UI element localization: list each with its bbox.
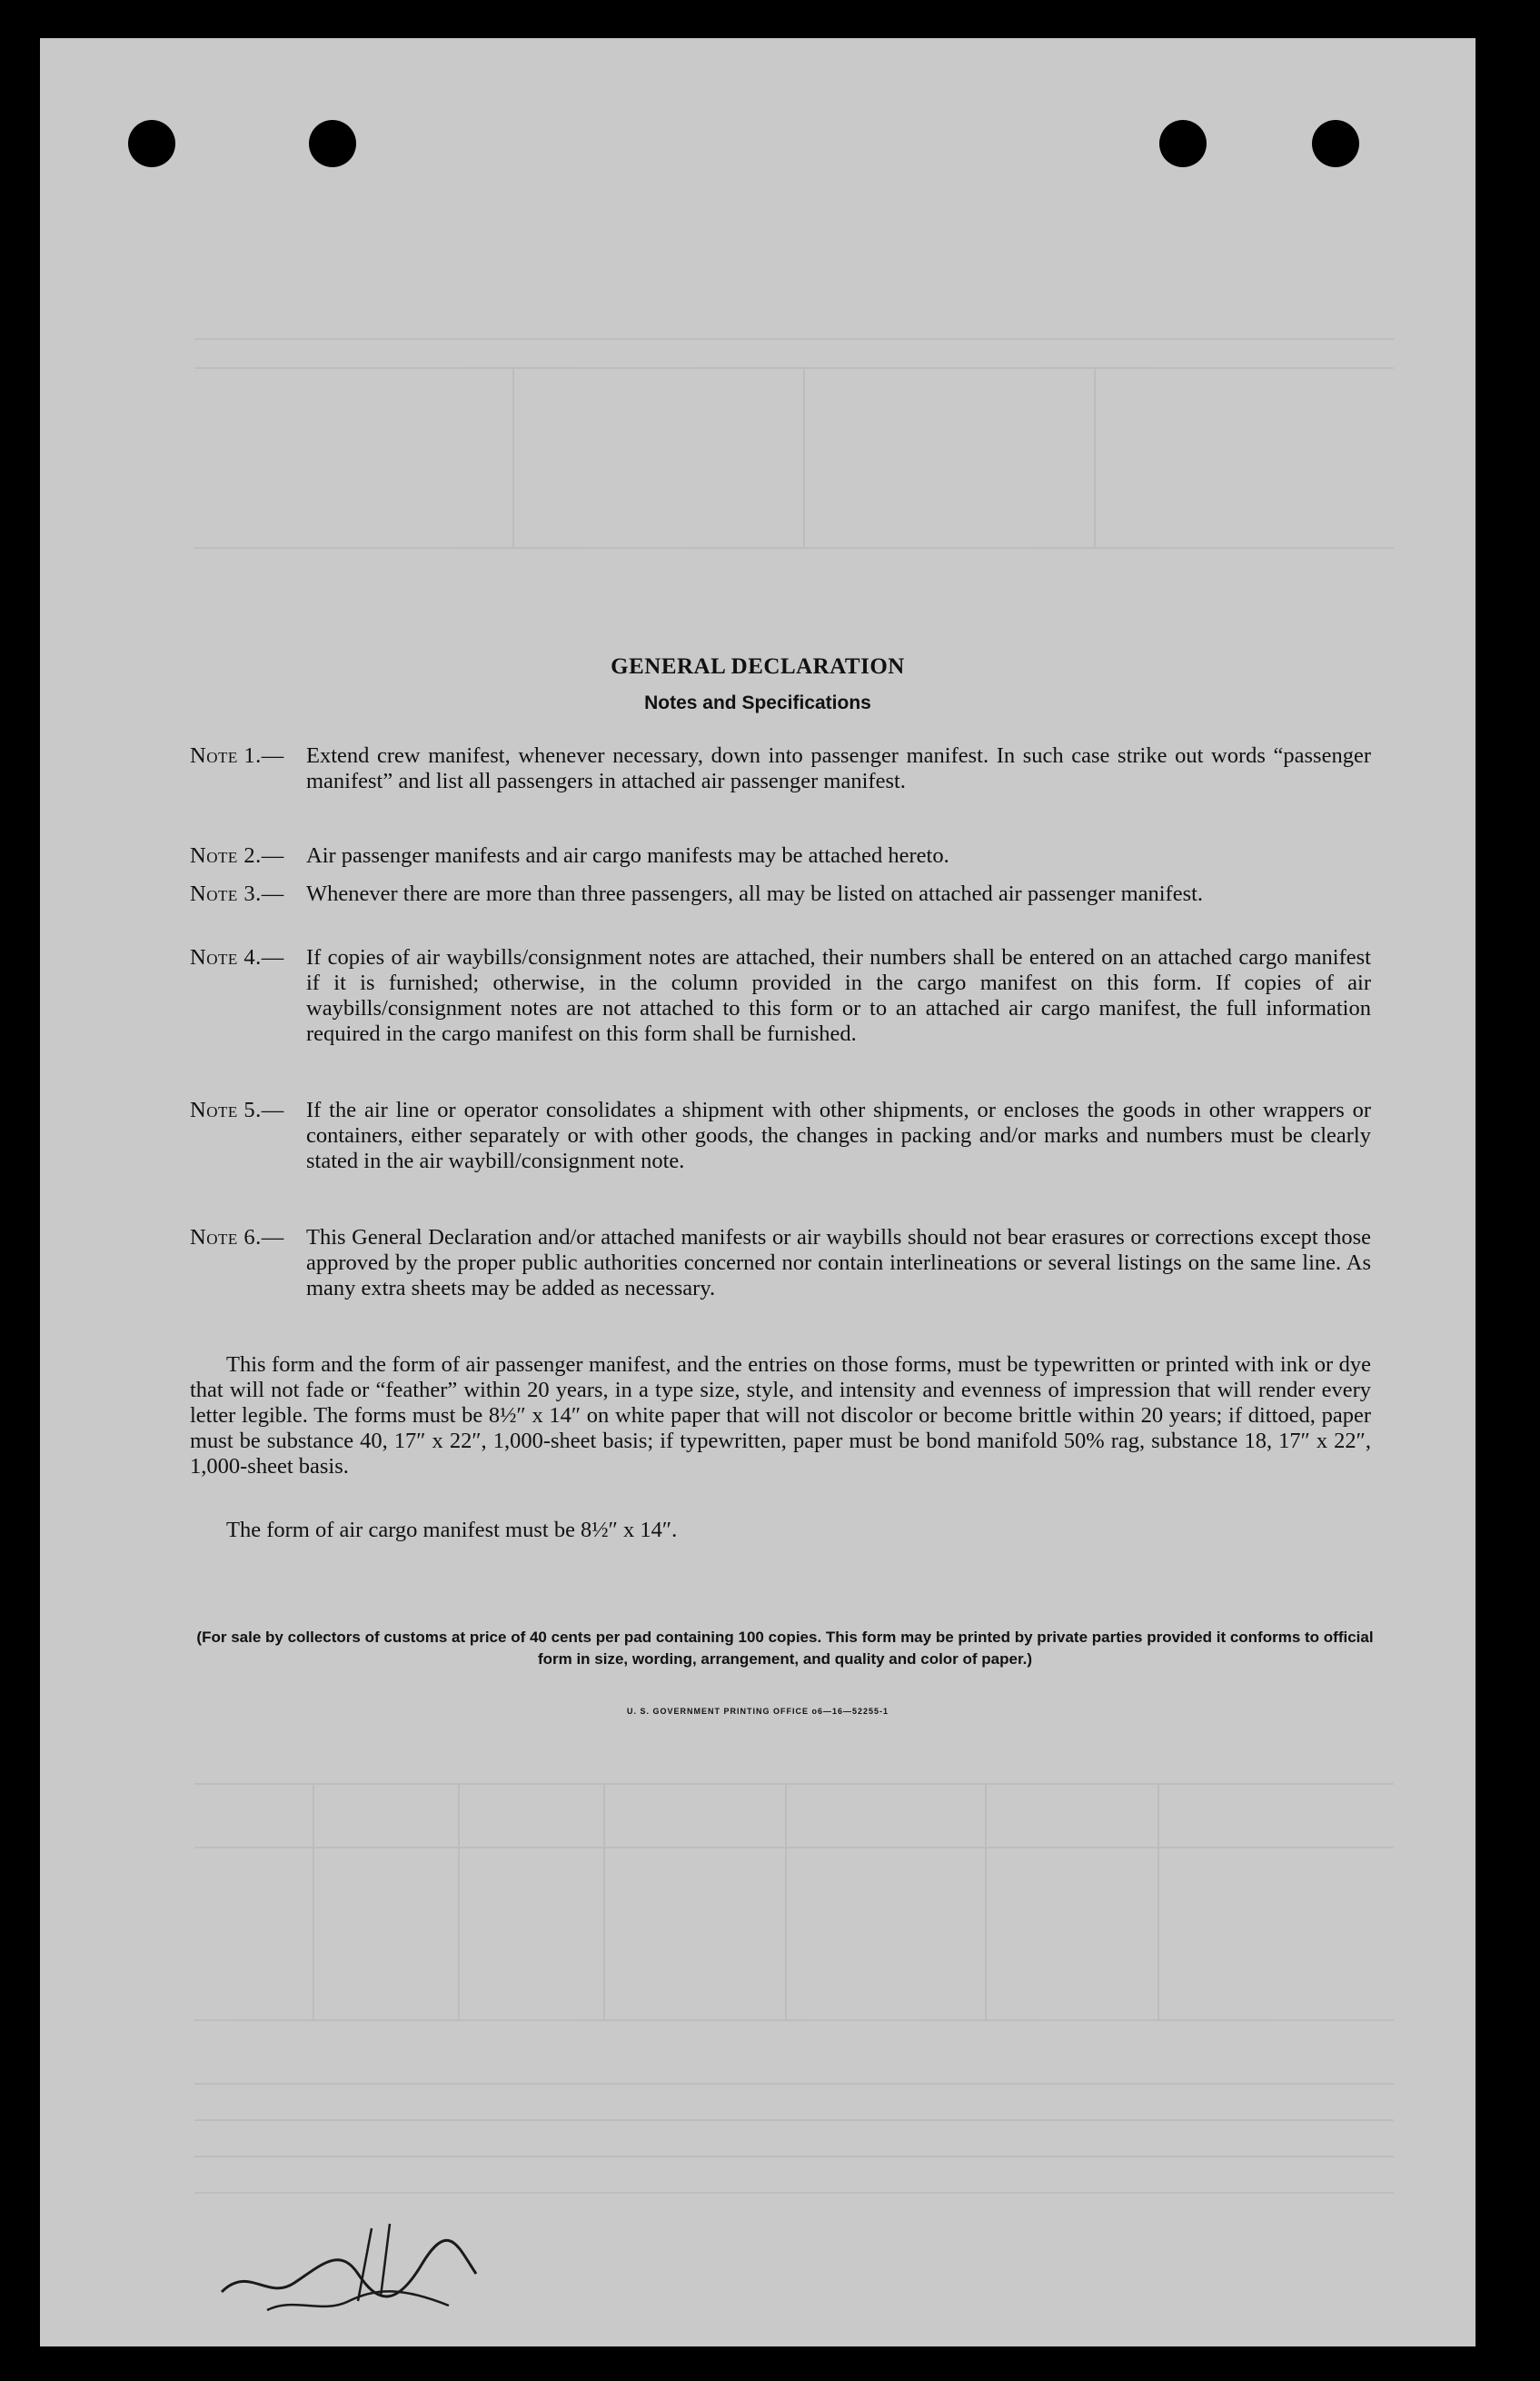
printing-office-imprint: U. S. GOVERNMENT PRINTING OFFICE o6—16—52255-1 xyxy=(626,1707,889,1716)
note-3 xyxy=(190,882,1371,907)
note-4-label: Note 4.— xyxy=(190,945,284,970)
note-2 xyxy=(190,843,1371,869)
note-2-label: Note 2.— xyxy=(190,843,284,868)
note-6-label: Note 6.— xyxy=(190,1225,284,1250)
handwritten-signature xyxy=(213,2210,485,2319)
note-1-text: Extend crew manifest, whenever necessary, down into passenger manifest. In such case strike out words “passenger manifest” and list all passengers in attached air passenger manifest. xyxy=(306,743,1371,793)
page-subtitle: Notes and Specifications xyxy=(644,692,871,713)
notes-page xyxy=(40,38,1475,2346)
note-4-text: If copies of air waybills/consignment notes are attached, their numbers shall be entered on an attached cargo manifest if it is furnished; otherwise, in the column provided in the cargo manifest on this form. If copies of air waybills/consignment notes are not attached to this form or to an attached air cargo manifest, the full information required in the cargo manifest on this form shall be furnished. xyxy=(306,945,1371,1046)
note-1-label: Note 1.— xyxy=(190,743,284,768)
note-6 xyxy=(190,1225,1371,1301)
note-3-text: Whenever there are more than three passengers, all may be listed on attached air passenger manifest. xyxy=(306,882,1204,906)
note-6-text: This General Declaration and/or attached manifests or air waybills should not bear erasures or corrections except those approved by the proper public authorities concerned nor contain interlineations or several listings on the same line. As many extra sheets may be added as necessary. xyxy=(306,1225,1371,1300)
note-5-text: If the air line or operator consolidates a shipment with other shipments, or encloses the goods in other wrappers or containers, either separately or with other goods, the changes in packing and/or marks and numbers must be clearly stated in the air waybill/consignment note. xyxy=(306,1098,1371,1173)
form-requirements-paragraph: This form and the form of air passenger manifest, and the entries on those forms, must be typewritten or printed with ink or dye that will not fade or “feather” within 20 years, in a type size, style, and intensity and evenness of impression that will render every letter legible. The forms must be 8½″ x 14″ on white paper that will not discolor or become brittle within 20 years; if dittoed, paper must be substance 40, 17″ x 22″, 1,000-sheet basis; if typewritten, paper must be bond manifold 50% rag, substance 18, 17″ x 22″, 1,000-sheet basis. xyxy=(190,1352,1371,1479)
sale-notice: (For sale by collectors of customs at price of 40 cents per pad containing 100 copies. This form may be printed by private parties provided it conforms to official form in size, wording, arrangement, and quality and color of paper.) xyxy=(196,1629,1374,1668)
note-5-label: Note 5.— xyxy=(190,1098,284,1122)
cargo-manifest-size-note: The form of air cargo manifest must be 8½″ x 14″. xyxy=(226,1518,678,1542)
note-5 xyxy=(190,1098,1371,1174)
note-2-text: Air passenger manifests and air cargo manifests may be attached hereto. xyxy=(306,843,949,868)
note-1 xyxy=(190,743,1371,794)
note-4 xyxy=(190,945,1371,1047)
note-3-label: Note 3.— xyxy=(190,882,284,906)
page-title: GENERAL DECLARATION xyxy=(611,654,905,679)
document-sheet xyxy=(40,38,1475,2346)
